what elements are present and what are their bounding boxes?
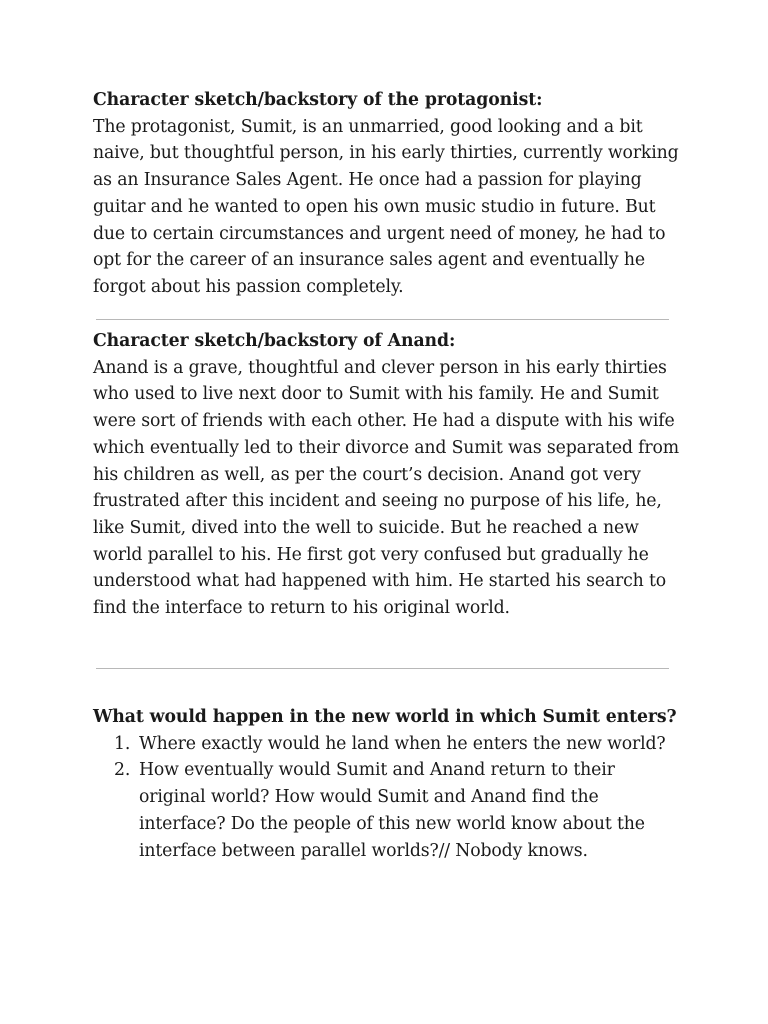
new-world-heading: What would happen in the new world in which Sumit enters? bbox=[93, 707, 677, 727]
new-world-section bbox=[93, 704, 683, 864]
protagonist-section bbox=[93, 87, 683, 301]
section-divider bbox=[96, 668, 669, 669]
section-divider bbox=[96, 319, 669, 320]
list-item-number: 2. bbox=[114, 760, 131, 781]
anand-body: Anand is a grave, thoughtful and clever person in his early thirties who used to live next door to Sumit with his family. He and Sumit were sort of friends with each other. He had a dispute with his wife which eventually led to their divorce and Sumit was separated from his children as well, as per the court’s decision. Anand got very frustrated after this incident and seeing no purpose of his life, he, like Sumit, dived into the well to suicide. But he reached a new world parallel to his. He first got very confused but gradually he understood what had happened with him. He started his search to find the interface to return to his original world. bbox=[93, 357, 679, 619]
anand-section bbox=[93, 328, 683, 622]
list-item-text: Where exactly would he land when he enters the new world? bbox=[139, 733, 666, 754]
list-item-text: How eventually would Sumit and Anand return to their original world? How would Sumit and Anand find the interface? Do the people of this new world know about the interface between parallel worlds?// Nobody knows. bbox=[139, 760, 645, 861]
list-item bbox=[93, 731, 683, 758]
list-item bbox=[93, 757, 683, 864]
protagonist-body: The protagonist, Sumit, is an unmarried, good looking and a bit naive, but thoughtful person, in his early thirties, currently working as an Insurance Sales Agent. He once had a passion for playing guitar and he wanted to open his own music studio in future. But due to certain circumstances and urgent need of money, he had to opt for the career of an insurance sales agent and eventually he forgot about his passion completely. bbox=[93, 116, 679, 297]
protagonist-heading: Character sketch/backstory of the protagonist: bbox=[93, 90, 543, 110]
questions-list bbox=[93, 731, 683, 865]
list-item-number: 1. bbox=[114, 733, 131, 754]
anand-heading: Character sketch/backstory of Anand: bbox=[93, 331, 456, 351]
